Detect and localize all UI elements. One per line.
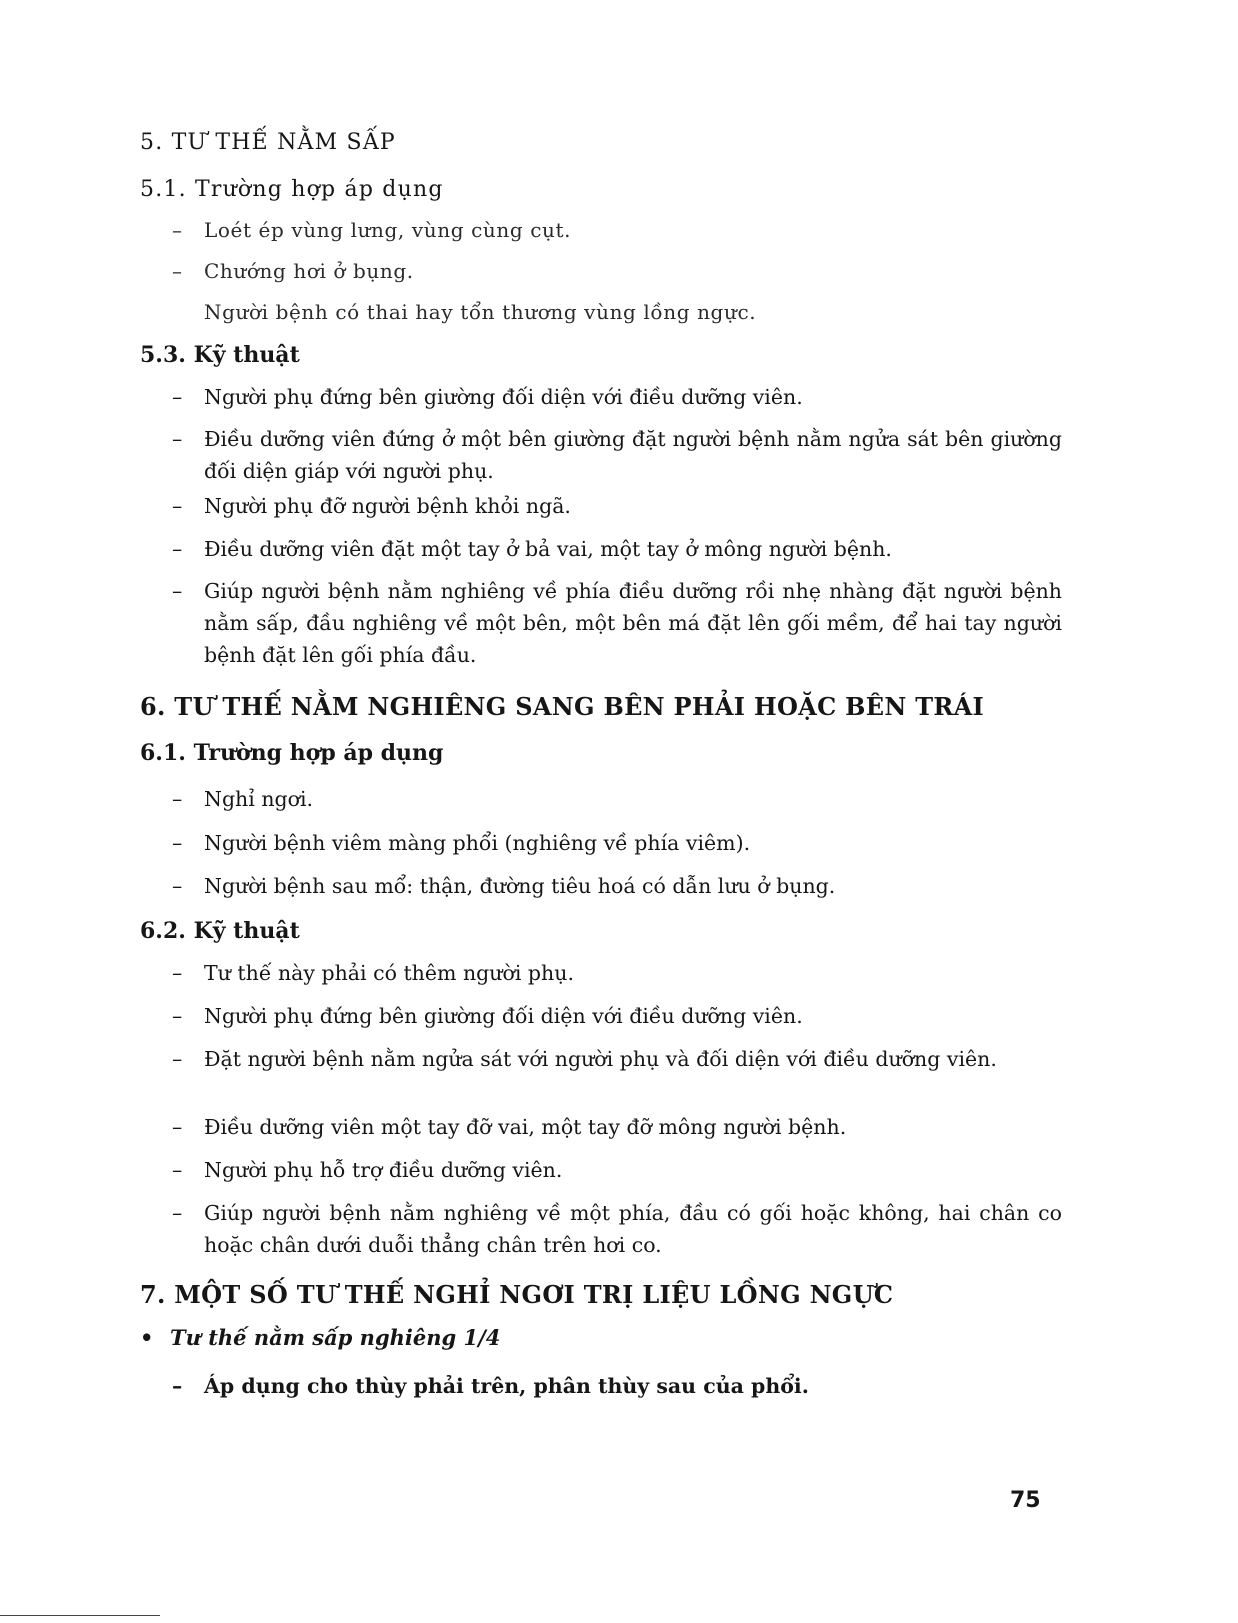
dash-marker: – <box>172 494 183 518</box>
subsection-5-1-heading: 5.1. Trường hợp áp dụng <box>140 177 444 202</box>
list-item-text: Áp dụng cho thùy phải trên, phân thùy sau của phổi. <box>204 1374 809 1398</box>
dash-marker: – <box>172 218 183 242</box>
dash-marker: – <box>172 874 183 898</box>
dash-marker: – <box>172 1047 183 1071</box>
list-item-text: Người phụ đứng bên giường đối diện với điều dưỡng viên. <box>204 385 803 409</box>
list-item-text: Người bệnh có thai hay tổn thương vùng lồng ngực. <box>204 300 757 324</box>
dash-marker: – <box>172 579 183 603</box>
dash-marker: – <box>172 1201 183 1225</box>
list-item <box>172 255 1062 287</box>
list-item <box>172 1370 1062 1402</box>
list-item-text: Giúp người bệnh nằm nghiêng về phía điều dưỡng rồi nhẹ nhàng đặt người bệnh nằm sấp, đầu nghiêng về một bên, một bên má đặt lên gối mềm, để hai tay người bệnh đặt lên gối phía đầu. <box>204 579 1062 667</box>
list-item-text: Loét ép vùng lưng, vùng cùng cụt. <box>204 218 572 242</box>
dash-marker: – <box>172 385 183 409</box>
list-item-text: Người phụ hỗ trợ điều dưỡng viên. <box>204 1158 563 1182</box>
list-item <box>172 381 1062 413</box>
list-item-text: Đặt người bệnh nằm ngửa sát với người phụ và đối diện với điều dưỡng viên. <box>204 1047 997 1071</box>
dash-marker: – <box>172 537 183 561</box>
list-item <box>172 1154 1062 1186</box>
section-6-heading: 6. TƯ THẾ NẰM NGHIÊNG SANG BÊN PHẢI HOẶC BÊN TRÁI <box>140 692 985 721</box>
dash-marker: – <box>172 1115 183 1139</box>
subsection-6-2-heading: 6.2. Kỹ thuật <box>140 918 300 944</box>
list-item <box>172 575 1062 671</box>
bullet-subheading-text: Tư thế nằm sấp nghiêng 1/4 <box>170 1325 501 1350</box>
subsection-5-3-heading: 5.3. Kỹ thuật <box>140 342 300 368</box>
list-item <box>172 1043 1062 1075</box>
list-item <box>172 423 1062 487</box>
dash-marker: – <box>172 831 183 855</box>
list-item-text: Người bệnh viêm màng phổi (nghiêng về phía viêm). <box>204 831 751 855</box>
bullet-marker: • <box>140 1325 154 1350</box>
list-item-text: Điều dưỡng viên đứng ở một bên giường đặt người bệnh nằm ngửa sát bên giường đối diện giáp với người phụ. <box>204 427 1062 483</box>
dash-marker: – <box>172 787 183 811</box>
list-item <box>172 490 1062 522</box>
subsection-6-1-heading: 6.1. Trường hợp áp dụng <box>140 740 444 766</box>
bullet-subheading <box>140 1325 500 1350</box>
list-item-text: Nghỉ ngơi. <box>204 787 314 811</box>
list-item-text: Tư thế này phải có thêm người phụ. <box>204 961 574 985</box>
list-item-text: Người phụ đỡ người bệnh khỏi ngã. <box>204 494 571 518</box>
list-item <box>172 214 1062 246</box>
page-number: 75 <box>1010 1488 1041 1513</box>
list-item <box>172 533 1062 565</box>
list-item-text: Điều dưỡng viên một tay đỡ vai, một tay đỡ mông người bệnh. <box>204 1115 847 1139</box>
list-item <box>172 1197 1062 1261</box>
list-item <box>172 1111 1062 1143</box>
dash-marker: – <box>172 1374 183 1398</box>
dash-marker: – <box>172 1158 183 1182</box>
dash-marker: – <box>172 961 183 985</box>
footer-rule <box>0 1615 160 1616</box>
list-item-text: Người bệnh sau mổ: thận, đường tiêu hoá có dẫn lưu ở bụng. <box>204 874 836 898</box>
list-item-text: Người phụ đứng bên giường đối diện với điều dưỡng viên. <box>204 1004 803 1028</box>
section-5-heading: 5. TƯ THẾ NẰM SẤP <box>140 130 396 155</box>
list-item <box>172 296 1062 328</box>
list-item <box>172 957 1062 989</box>
dash-marker: – <box>172 427 183 451</box>
list-item <box>172 1000 1062 1032</box>
section-7-heading: 7. MỘT SỐ TƯ THẾ NGHỈ NGƠI TRỊ LIỆU LỒNG NGỰC <box>140 1280 894 1309</box>
list-item-text: Điều dưỡng viên đặt một tay ở bả vai, một tay ở mông người bệnh. <box>204 537 892 561</box>
list-item-text: Chướng hơi ở bụng. <box>204 259 414 283</box>
dash-marker: – <box>172 1004 183 1028</box>
list-item-text: Giúp người bệnh nằm nghiêng về một phía, đầu có gối hoặc không, hai chân co hoặc chân dưới duỗi thẳng chân trên hơi co. <box>204 1201 1062 1257</box>
list-item <box>172 870 1062 902</box>
list-item <box>172 827 1062 859</box>
dash-marker: – <box>172 259 183 283</box>
list-item <box>172 783 1062 815</box>
